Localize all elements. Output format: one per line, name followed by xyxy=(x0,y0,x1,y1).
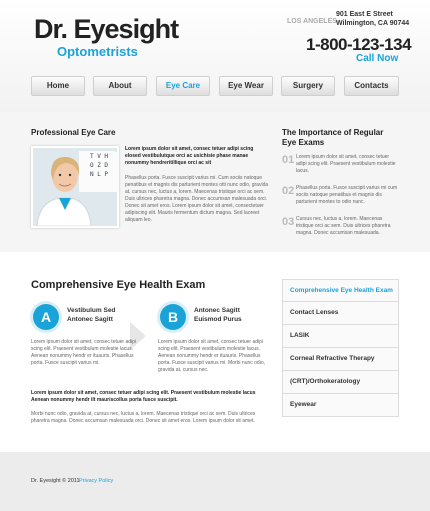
step-a-text: Lorem ipsum dolor sit amet, consec tetuer adipi scing elit. Praesent vestibulum molestie lacus. Aenean nonummy hendr er ituauris. Phasellus porta. Fusce suscipit varius mi. xyxy=(31,339,137,366)
sidebar-item-corneal-therapy[interactable]: Corneal Refractive Therapy xyxy=(282,348,399,371)
exam-bold-text: Lorem ipsum dolor sit amet, consec tetuer adipi scing elit. Praesent vestibulum molestie lacus Aenean nonummy hendr ilt mauriscollus porta fusce suscipit. xyxy=(31,390,256,403)
nav-surgery[interactable]: Surgery xyxy=(281,76,335,96)
professional-eye-care-heading: Professional Eye Care xyxy=(31,128,116,137)
exam-text: Morbi nunc odio, gravida at, cursus nec, luctus a, lorem. Maecenas tristique orci ac sem. Duis ultrices pharetra magna. Donec accumsan malesuada orci. Donec sit amet eros. Lorem ipsum dolor sit amet. xyxy=(31,411,256,424)
item-number: 03 xyxy=(282,216,295,228)
call-now-link[interactable]: Call Now xyxy=(356,53,399,64)
importance-heading: The Importance of Regular Eye Exams xyxy=(282,128,384,147)
item-text: Lorem ipsum dolor sit amet, consec tetuer adipi scing elit. Praesent vestibulum molestie lacus. xyxy=(296,154,396,174)
eye-chart: T V H O Z D N L P xyxy=(79,152,119,192)
copyright-text: Dr. Eyesight © 2011 xyxy=(31,478,80,484)
step-b-badge: B xyxy=(160,304,186,330)
item-text: Phasellus porta. Fusce suscipit varius mi cum sociis natoque penatibus et magnis dis parturient montes to odio nunc. xyxy=(296,185,398,205)
exam-heading: Comprehensive Eye Health Exam xyxy=(31,279,206,291)
step-a-caption-1: Vestibulum Sed xyxy=(67,307,116,314)
sidebar-item-comprehensive-exam[interactable]: Comprehensive Eye Health Exam xyxy=(282,279,399,302)
doctor-photo xyxy=(31,146,119,228)
sidebar-item-contact-lenses[interactable]: Contact Lenses xyxy=(282,302,399,325)
nav-home[interactable]: Home xyxy=(31,76,85,96)
address-line-2: Wilmington, CA 90744 xyxy=(336,20,410,27)
sidebar-item-eyewear[interactable]: Eyewear xyxy=(282,394,399,417)
sidebar-item-orthokeratology[interactable]: (CRT)/Orthokeratology xyxy=(282,371,399,394)
site-tagline: Optometrists xyxy=(57,44,138,59)
services-sidebar xyxy=(282,279,399,417)
step-a-badge: A xyxy=(33,304,59,330)
nav-about[interactable]: About xyxy=(93,76,147,96)
address-line-1: 901 East E Street xyxy=(336,11,393,18)
step-a-caption-2: Antonec Sagitt xyxy=(67,316,113,323)
intro-bold-text: Lorem ipsum dolor sit amet, consec tetuer adipi scing elosed vestibulutque orci ac usichisie phase manae nonummy hendreritillique orci ac sit xyxy=(125,146,254,166)
site-logo[interactable]: Dr. Eyesight xyxy=(34,14,179,44)
step-b-caption-1: Antonec Sagitt xyxy=(194,307,240,314)
nav-eye-wear[interactable]: Eye Wear xyxy=(219,76,273,96)
city-label: LOS ANGELES xyxy=(287,18,337,25)
main-nav xyxy=(31,76,399,96)
nav-contacts[interactable]: Contacts xyxy=(344,76,399,96)
privacy-policy-link[interactable]: Privacy Policy xyxy=(79,478,114,484)
item-number: 01 xyxy=(282,154,295,166)
item-text: Cursus nec, luctus a, lorem. Maecenas tristique orci ac sem. Duis ultrices pharetra magna. Donec accumsan malesuada. xyxy=(296,216,391,236)
item-number: 02 xyxy=(282,185,295,197)
step-b-caption-2: Euismod Purus xyxy=(194,316,242,323)
step-b-text: Lorem ipsum dolor sit amet, consec tetuer adipi scing elit. Praesent vestibulum molestie lacus. Aenean nonummy hendr er ituauris. Phasellus porta. Fusce suscipit varius mi. Morbi nunc odio, gravida at, cursus nec. xyxy=(158,339,265,373)
sidebar-item-lasik[interactable]: LASIK xyxy=(282,325,399,348)
phone-number: 1-800-123-134 xyxy=(306,35,412,54)
intro-text: Phasellus porta. Fusce suscipit varius mi. Cum sociis natoque penatibus et magnis dis parturient montes otti nunc odio, gravida at, cursus nec, luctus a, lorem. Maecenas tristique orci ac sem. Duis ultrices pharetra magna. Donec accumsan malesuada orci. Donec sit amet eros. Lorem ipsum dolor sit amet, consectetuer adipiscing elit. Mauris fermentum dictum magna. Sed laoreet aliquam leo. xyxy=(125,175,269,223)
nav-eye-care[interactable]: Eye Care xyxy=(156,76,210,96)
